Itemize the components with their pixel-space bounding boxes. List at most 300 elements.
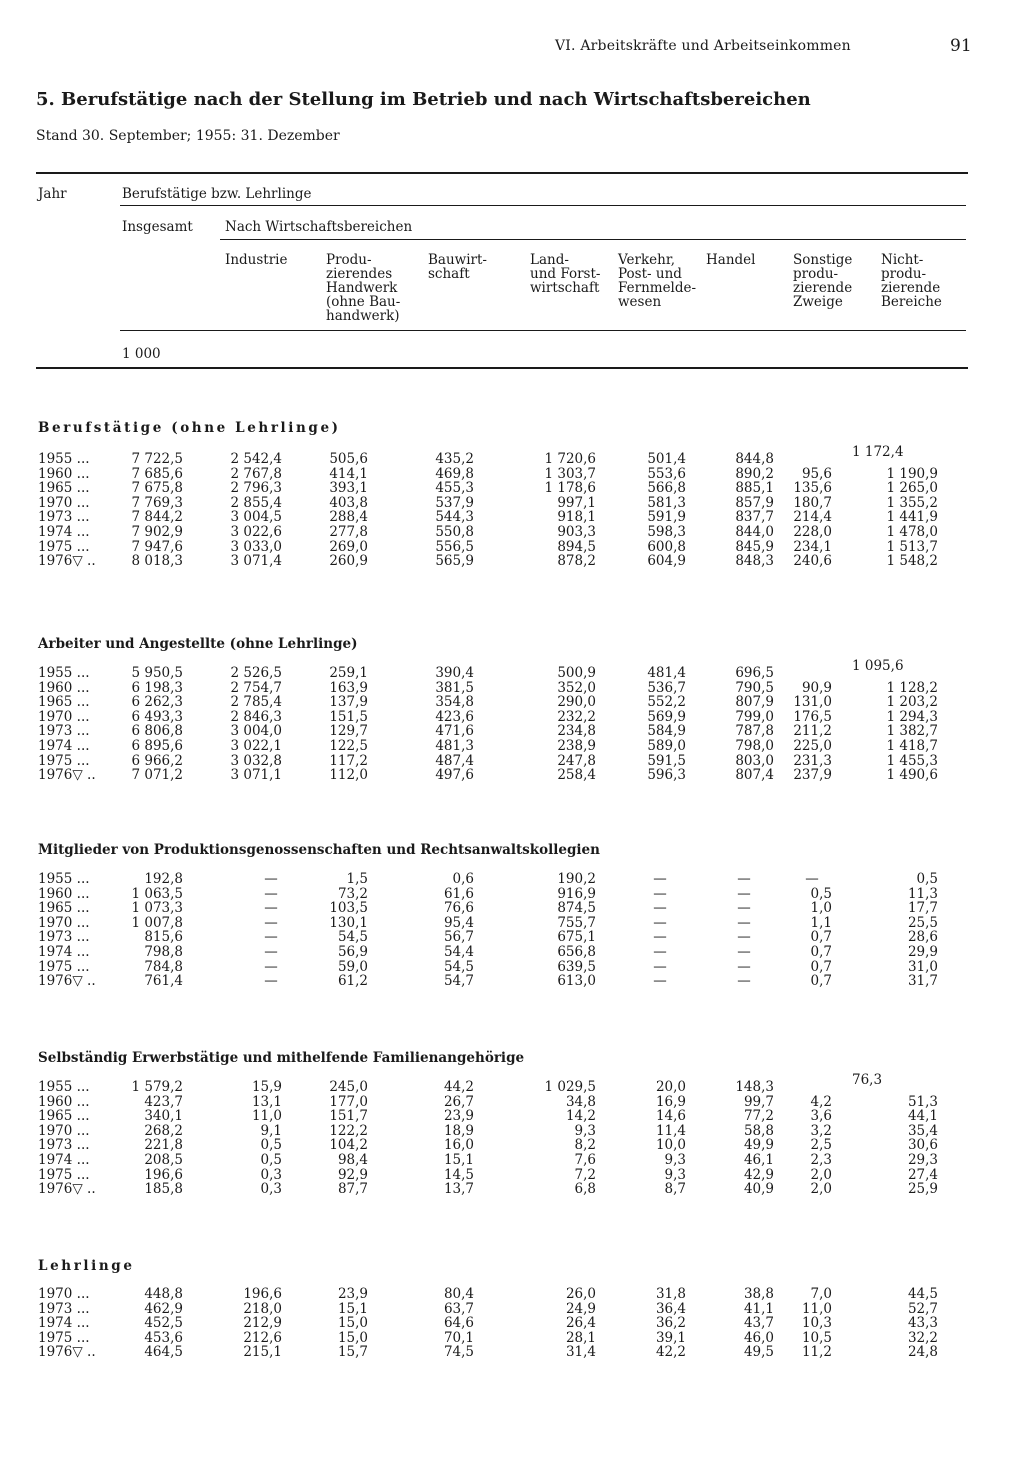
table-row	[0, 467, 1024, 482]
table-cell: 1 178,6	[544, 480, 596, 497]
table-cell: —	[264, 871, 278, 887]
table-cell: 23,9	[337, 1286, 368, 1302]
column-header-line: und Forst-	[530, 266, 601, 282]
header-rule-columns	[120, 330, 966, 331]
column-header-8	[881, 253, 942, 309]
table-cell: 918,1	[557, 509, 596, 526]
table-cell: 3 022,6	[230, 523, 282, 540]
table-cell: 122,2	[329, 1122, 368, 1139]
table-cell: 176,5	[793, 708, 832, 725]
table-cell: 9,3	[664, 1151, 686, 1168]
table-cell: 35,4	[907, 1122, 938, 1139]
table-row	[0, 1153, 1024, 1168]
table-row	[0, 710, 1024, 725]
table-row	[0, 554, 1024, 569]
table-row	[0, 1316, 1024, 1331]
row-year: 1974 ...	[38, 1315, 90, 1332]
table-cell: 11,0	[251, 1108, 282, 1125]
table-cell: 7 675,8	[131, 480, 183, 497]
table-cell: —	[653, 943, 667, 960]
column-header-line: Bereiche	[881, 294, 942, 310]
table-cell: 221,8	[144, 1137, 183, 1154]
row-year: 1973 ...	[38, 723, 90, 740]
table-cell: 46,1	[743, 1151, 774, 1168]
table-cell: 5 950,5	[131, 665, 183, 681]
column-header-6	[706, 253, 755, 267]
table-row	[0, 695, 1024, 710]
table-cell: 3 071,4	[230, 553, 282, 570]
table-cell: 61,2	[337, 973, 368, 990]
table-cell: 14,6	[655, 1108, 686, 1125]
merged-sonstige-nichtproduzierende: 1 172,4	[852, 444, 904, 460]
table-cell: 177,0	[329, 1093, 368, 1110]
table-cell: 42,9	[743, 1166, 774, 1183]
table-cell: 7 071,2	[131, 767, 183, 784]
table-cell: 54,4	[443, 943, 474, 960]
table-cell: 755,7	[557, 914, 596, 931]
table-row	[0, 681, 1024, 696]
table-row	[0, 510, 1024, 525]
table-row	[0, 1182, 1024, 1197]
table-cell: 245,0	[329, 1079, 368, 1095]
table-cell: 1 190,9	[886, 465, 938, 482]
table-cell: 589,0	[647, 737, 686, 754]
row-year: 1955 ...	[38, 665, 90, 681]
header-nach-wirtschaftsbereichen: Nach Wirtschaftsbereichen	[225, 219, 413, 235]
table-cell: 604,9	[647, 553, 686, 570]
table-cell: 38,8	[743, 1286, 774, 1302]
row-year: 1976▽ ..	[38, 553, 96, 570]
table-cell: 26,4	[565, 1315, 596, 1332]
table-row	[0, 974, 1024, 989]
table-cell: 3 022,1	[230, 737, 282, 754]
row-year: 1965 ...	[38, 480, 90, 497]
table-cell: 90,9	[801, 679, 832, 696]
table-cell: 259,1	[329, 665, 368, 681]
section-rows-selbstaendige	[0, 1072, 1024, 1198]
table-cell: 64,6	[443, 1315, 474, 1332]
table-cell: 135,6	[793, 480, 832, 497]
table-cell: 596,3	[647, 767, 686, 784]
table-cell: 34,8	[565, 1093, 596, 1110]
table-cell: 44,2	[443, 1079, 474, 1095]
row-year: 1973 ...	[38, 1137, 90, 1154]
table-cell: —	[653, 871, 667, 887]
table-cell: 234,8	[557, 723, 596, 740]
table-cell: 29,9	[907, 943, 938, 960]
table-cell: 151,7	[329, 1108, 368, 1125]
table-row	[0, 739, 1024, 754]
table-cell: 32,2	[907, 1329, 938, 1346]
table-row	[0, 1095, 1024, 1110]
header-jahr: Jahr	[38, 186, 67, 202]
table-cell: 92,9	[337, 1166, 368, 1183]
table-cell: 393,1	[329, 480, 368, 497]
row-year: 1960 ...	[38, 679, 90, 696]
header-rule-group	[120, 205, 966, 206]
table-cell: 1 029,5	[544, 1079, 596, 1095]
table-cell: 544,3	[435, 509, 474, 526]
table-cell: 352,0	[557, 679, 596, 696]
table-cell: 784,8	[144, 958, 183, 975]
table-cell: 890,2	[735, 465, 774, 482]
table-row	[0, 525, 1024, 540]
table-cell: 1 007,8	[131, 914, 183, 931]
table-cell: 29,3	[907, 1151, 938, 1168]
row-year: 1960 ...	[38, 1093, 90, 1110]
row-year: 1974 ...	[38, 1151, 90, 1168]
table-cell: 15,9	[251, 1079, 282, 1095]
table-cell: 556,5	[435, 538, 474, 555]
table-cell: 414,1	[329, 465, 368, 482]
table-cell: 26,0	[565, 1286, 596, 1302]
table-cell: 87,7	[337, 1181, 368, 1198]
table-cell: 16,9	[655, 1093, 686, 1110]
column-header-3	[428, 253, 487, 281]
column-header-line: Post- und	[618, 266, 682, 282]
table-cell: 1 455,3	[886, 752, 938, 769]
table-cell: 798,8	[144, 943, 183, 960]
table-cell: 10,5	[801, 1329, 832, 1346]
table-cell: 240,6	[793, 553, 832, 570]
table-cell: 815,6	[144, 929, 183, 946]
row-year: 1970 ...	[38, 1286, 90, 1302]
table-cell: 122,5	[329, 737, 368, 754]
column-header-line: handwerk)	[326, 308, 400, 324]
table-cell: 600,8	[647, 538, 686, 555]
table-cell: 232,2	[557, 708, 596, 725]
table-cell: 7 769,3	[131, 494, 183, 511]
table-cell: —	[264, 885, 278, 902]
table-cell: 192,8	[144, 871, 183, 887]
table-cell: 2 767,8	[230, 465, 282, 482]
table-cell: 844,0	[735, 523, 774, 540]
column-header-line: produ-	[881, 266, 927, 282]
table-cell: 0,3	[260, 1181, 282, 1198]
table-cell: 2,3	[810, 1151, 832, 1168]
table-cell: 28,6	[907, 929, 938, 946]
row-year: 1960 ...	[38, 465, 90, 482]
column-header-line: wirtschaft	[530, 280, 600, 296]
table-cell: 2 526,5	[230, 665, 282, 681]
table-cell: 59,0	[337, 958, 368, 975]
table-cell: 6 198,3	[131, 679, 183, 696]
table-cell: 8 018,3	[131, 553, 183, 570]
table-cell: 584,9	[647, 723, 686, 740]
table-cell: 17,7	[907, 900, 938, 917]
table-cell: 997,1	[557, 494, 596, 511]
table-cell: —	[737, 943, 751, 960]
table-cell: 550,8	[435, 523, 474, 540]
table-cell: 9,1	[260, 1122, 282, 1139]
table-cell: 0,5	[260, 1151, 282, 1168]
table-cell: 7,0	[810, 1286, 832, 1302]
table-cell: 487,4	[435, 752, 474, 769]
row-year: 1975 ...	[38, 1329, 90, 1346]
row-year: 1974 ...	[38, 737, 90, 754]
table-cell: —	[264, 929, 278, 946]
table-cell: 1 478,0	[886, 523, 938, 540]
header-insgesamt: Insgesamt	[122, 219, 193, 235]
table-cell: 0,3	[260, 1166, 282, 1183]
table-cell: 49,9	[743, 1137, 774, 1154]
table-cell: 185,8	[144, 1181, 183, 1198]
table-cell: 423,7	[144, 1093, 183, 1110]
table-cell: 43,7	[743, 1315, 774, 1332]
row-year: 1973 ...	[38, 509, 90, 526]
table-cell: 74,5	[443, 1344, 474, 1361]
table-cell: 656,8	[557, 943, 596, 960]
table-row	[0, 1345, 1024, 1360]
table-cell: 16,0	[443, 1137, 474, 1154]
table-cell: 46,0	[743, 1329, 774, 1346]
table-cell: 31,7	[907, 973, 938, 990]
table-cell: 2 785,4	[230, 694, 282, 711]
header-rule-branches	[220, 239, 966, 240]
section-rows-lehrlinge	[0, 1287, 1024, 1360]
section-rows-berufstaetige	[0, 444, 1024, 570]
table-cell: 2 542,4	[230, 451, 282, 467]
row-year: 1974 ...	[38, 943, 90, 960]
table-cell: 26,7	[443, 1093, 474, 1110]
table-cell: 537,9	[435, 494, 474, 511]
table-cell: 0,7	[810, 929, 832, 946]
table-cell: —	[264, 943, 278, 960]
section-title-arbeiter-angestellte: Arbeiter und Angestellte (ohne Lehrlinge)	[38, 636, 358, 652]
row-year: 1975 ...	[38, 752, 90, 769]
table-cell: 0,6	[452, 871, 474, 887]
table-cell: 247,8	[557, 752, 596, 769]
table-cell: 103,5	[329, 900, 368, 917]
table-cell: 130,1	[329, 914, 368, 931]
table-cell: 844,8	[735, 451, 774, 467]
table-cell: 340,1	[144, 1108, 183, 1125]
column-header-line: wesen	[618, 294, 662, 310]
table-cell: 214,4	[793, 509, 832, 526]
table-cell: 44,5	[907, 1286, 938, 1302]
table-cell: 761,4	[144, 973, 183, 990]
table-row	[0, 1331, 1024, 1346]
table-cell: 787,8	[735, 723, 774, 740]
table-cell: —	[653, 885, 667, 902]
table-cell: 225,0	[793, 737, 832, 754]
table-row	[0, 768, 1024, 783]
table-cell: 137,9	[329, 694, 368, 711]
table-row	[0, 916, 1024, 931]
table-cell: 36,4	[655, 1300, 686, 1317]
table-cell: 3,6	[810, 1108, 832, 1125]
column-header-line: (ohne Bau-	[326, 294, 401, 310]
table-cell: 452,5	[144, 1315, 183, 1332]
table-cell: —	[805, 871, 819, 887]
table-cell: 54,5	[443, 958, 474, 975]
table-cell: 24,8	[907, 1344, 938, 1361]
table-cell: 7 902,9	[131, 523, 183, 540]
table-cell: —	[737, 885, 751, 902]
table-cell: —	[653, 914, 667, 931]
row-year: 1970 ...	[38, 1122, 90, 1139]
table-cell: 56,7	[443, 929, 474, 946]
table-cell: 1 720,6	[544, 451, 596, 467]
table-row	[0, 540, 1024, 555]
table-cell: 196,6	[144, 1166, 183, 1183]
table-cell: 112,0	[329, 767, 368, 784]
table-cell: 41,1	[743, 1300, 774, 1317]
table-cell: 212,9	[243, 1315, 282, 1332]
table-cell: 212,6	[243, 1329, 282, 1346]
table-row	[0, 1109, 1024, 1124]
row-year: 1955 ...	[38, 1079, 90, 1095]
table-cell: 878,2	[557, 553, 596, 570]
column-header-4	[530, 253, 600, 295]
table-cell: 8,7	[664, 1181, 686, 1198]
table-cell: 7 844,2	[131, 509, 183, 526]
table-cell: 31,0	[907, 958, 938, 975]
table-cell: 0,5	[260, 1137, 282, 1154]
table-row	[0, 887, 1024, 902]
table-cell: 2 855,4	[230, 494, 282, 511]
row-year: 1970 ...	[38, 914, 90, 931]
table-cell: 6 262,3	[131, 694, 183, 711]
table-cell: —	[737, 914, 751, 931]
table-cell: 1 441,9	[886, 509, 938, 526]
table-cell: 228,0	[793, 523, 832, 540]
row-year: 1973 ...	[38, 1300, 90, 1317]
table-cell: 76,6	[443, 900, 474, 917]
table-cell: 2 846,3	[230, 708, 282, 725]
table-cell: 2,5	[810, 1137, 832, 1154]
table-cell: 208,5	[144, 1151, 183, 1168]
table-title: 5. Berufstätige nach der Stellung im Betrieb und nach Wirtschaftsbereichen	[36, 89, 811, 110]
table-cell: 99,7	[743, 1093, 774, 1110]
table-cell: 15,1	[337, 1300, 368, 1317]
table-cell: —	[653, 929, 667, 946]
header-group: Berufstätige bzw. Lehrlinge	[122, 186, 312, 202]
table-cell: —	[264, 900, 278, 917]
table-cell: 1 265,0	[886, 480, 938, 497]
table-cell: 218,0	[243, 1300, 282, 1317]
table-row	[0, 872, 1024, 887]
table-cell: 163,9	[329, 679, 368, 696]
table-cell: —	[264, 914, 278, 931]
table-cell: 8,2	[574, 1137, 596, 1154]
table-cell: 1,1	[810, 914, 832, 931]
table-cell: 591,5	[647, 752, 686, 769]
column-header-2	[326, 253, 400, 323]
table-cell: 231,3	[793, 752, 832, 769]
row-year: 1965 ...	[38, 1108, 90, 1125]
table-cell: 42,2	[655, 1344, 686, 1361]
table-cell: 80,4	[443, 1286, 474, 1302]
table-cell: 536,7	[647, 679, 686, 696]
table-cell: 874,5	[557, 900, 596, 917]
table-row	[0, 1287, 1024, 1302]
row-year: 1975 ...	[38, 958, 90, 975]
table-cell: 15,0	[337, 1315, 368, 1332]
table-cell: 848,3	[735, 553, 774, 570]
row-year: 1960 ...	[38, 885, 90, 902]
table-cell: 591,9	[647, 509, 686, 526]
table-cell: 423,6	[435, 708, 474, 725]
table-cell: 566,8	[647, 480, 686, 497]
table-cell: 469,8	[435, 465, 474, 482]
table-row	[0, 496, 1024, 511]
table-cell: 260,9	[329, 553, 368, 570]
table-cell: 14,2	[565, 1108, 596, 1125]
table-cell: 6,8	[574, 1181, 596, 1198]
table-cell: 1 294,3	[886, 708, 938, 725]
table-cell: —	[737, 900, 751, 917]
table-cell: 0,7	[810, 958, 832, 975]
row-year: 1965 ...	[38, 900, 90, 917]
column-header-1	[225, 253, 287, 267]
column-header-line: zierendes	[326, 266, 393, 282]
column-header-line: Fernmelde-	[618, 280, 697, 296]
section-title-lehrlinge: Lehrlinge	[38, 1258, 135, 1274]
table-cell: 481,4	[647, 665, 686, 681]
table-cell: 6 493,3	[131, 708, 183, 725]
table-cell: 290,0	[557, 694, 596, 711]
table-cell: 131,0	[793, 694, 832, 711]
table-cell: 381,5	[435, 679, 474, 696]
table-cell: 15,7	[337, 1344, 368, 1361]
table-cell: 49,5	[743, 1344, 774, 1361]
row-year: 1974 ...	[38, 523, 90, 540]
table-cell: 180,7	[793, 494, 832, 511]
table-cell: 54,5	[337, 929, 368, 946]
table-cell: 25,5	[907, 914, 938, 931]
table-cell: 73,2	[337, 885, 368, 902]
table-cell: 6 895,6	[131, 737, 183, 754]
table-cell: 1 382,7	[886, 723, 938, 740]
table-cell: 4,2	[810, 1093, 832, 1110]
table-cell: 2,0	[810, 1166, 832, 1183]
table-cell: 7,6	[574, 1151, 596, 1168]
table-cell: 1 513,7	[886, 538, 938, 555]
table-cell: 10,3	[801, 1315, 832, 1332]
section-title-berufstaetige: Berufstätige (ohne Lehrlinge)	[38, 420, 341, 436]
column-header-line: Bauwirt-	[428, 252, 487, 268]
table-cell: 845,9	[735, 538, 774, 555]
table-cell: 63,7	[443, 1300, 474, 1317]
table-cell: 2 754,7	[230, 679, 282, 696]
table-cell: 268,2	[144, 1122, 183, 1139]
table-cell: 0,7	[810, 943, 832, 960]
column-header-line: Handwerk	[326, 280, 398, 296]
table-cell: 696,5	[735, 665, 774, 681]
table-row	[0, 1124, 1024, 1139]
column-header-line: schaft	[428, 266, 470, 282]
table-cell: 11,2	[801, 1344, 832, 1361]
row-year: 1965 ...	[38, 694, 90, 711]
table-cell: 501,4	[647, 451, 686, 467]
row-year: 1976▽ ..	[38, 767, 96, 784]
table-cell: 95,4	[443, 914, 474, 931]
table-cell: 269,0	[329, 538, 368, 555]
row-year: 1955 ...	[38, 451, 90, 467]
row-year: 1975 ...	[38, 1166, 90, 1183]
table-cell: 1 063,5	[131, 885, 183, 902]
column-header-line: Industrie	[225, 252, 288, 268]
table-cell: 27,4	[907, 1166, 938, 1183]
table-cell: 807,4	[735, 767, 774, 784]
table-cell: 77,2	[743, 1108, 774, 1125]
table-cell: 435,2	[435, 451, 474, 467]
column-header-7	[793, 253, 852, 309]
table-subtitle: Stand 30. September; 1955: 31. Dezember	[36, 128, 340, 144]
table-cell: 2,0	[810, 1181, 832, 1198]
table-cell: 569,9	[647, 708, 686, 725]
